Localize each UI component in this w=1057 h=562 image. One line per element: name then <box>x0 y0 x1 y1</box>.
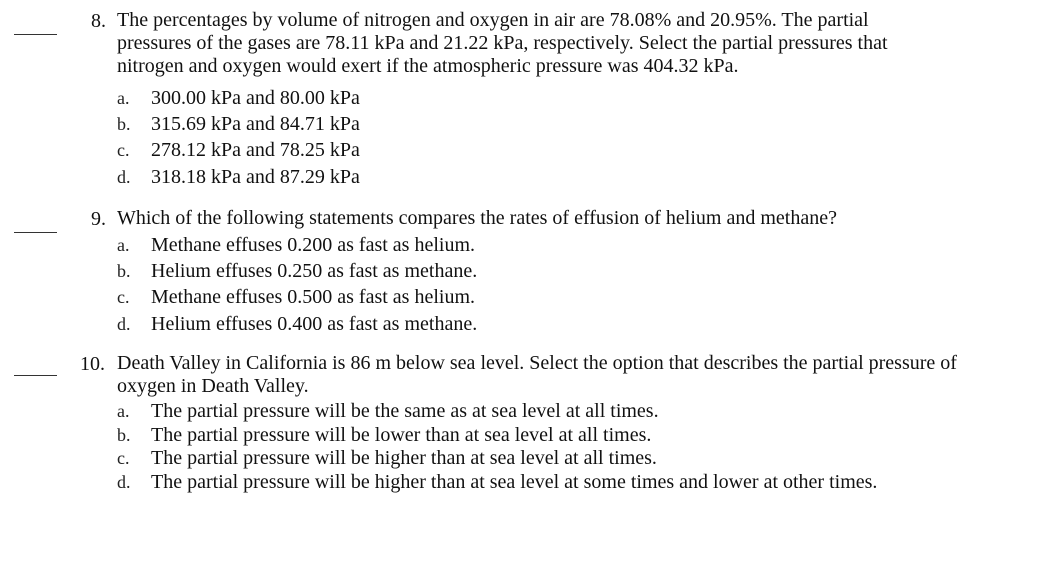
answer-blank[interactable] <box>14 34 57 35</box>
choice-letter: a. <box>117 235 130 255</box>
choice-text: 278.12 kPa and 78.25 kPa <box>151 139 360 162</box>
choice-letter: d. <box>117 313 131 334</box>
question-stem <box>117 9 888 78</box>
choice-text: Methane effuses 0.200 as fast as helium. <box>151 234 475 256</box>
choice-text: 318.18 kPa and 87.29 kPa <box>151 165 360 188</box>
stem-line: oxygen in Death Valley. <box>117 375 309 397</box>
stem-line: Death Valley in California is 86 m below sea level. Select the option that describes the partial pressure of <box>117 352 957 374</box>
choice-letter: b. <box>117 261 131 282</box>
choice-letter: c. <box>117 140 130 161</box>
stem-line: pressures of the gases are 78.11 kPa and 21.22 kPa, respectively. Select the partial pressures that <box>117 32 888 54</box>
answer-blank[interactable] <box>14 232 57 233</box>
choice-text: The partial pressure will be higher than at sea level at some times and lower at other times. <box>151 471 878 494</box>
stem-line: nitrogen and oxygen would exert if the atmospheric pressure was 404.32 kPa. <box>117 55 739 77</box>
choice-letter: d. <box>117 472 131 493</box>
choice-letter: a. <box>117 88 130 108</box>
choice-letter: b. <box>117 424 131 445</box>
choice-text: Methane effuses 0.500 as fast as helium. <box>151 286 475 309</box>
choice-text: 300.00 kPa and 80.00 kPa <box>151 87 360 109</box>
stem-line: Which of the following statements compares the rates of effusion of helium and methane? <box>117 207 837 229</box>
question-number: 10. <box>80 353 105 375</box>
choice-letter: c. <box>117 448 130 469</box>
choice-text: The partial pressure will be the same as at sea level at all times. <box>151 400 659 422</box>
stem-line: The percentages by volume of nitrogen and oxygen in air are 78.08% and 20.95%. The partial <box>117 9 869 31</box>
choice-letter: b. <box>117 114 131 135</box>
choice-text: Helium effuses 0.250 as fast as methane. <box>151 260 478 283</box>
choice-text: The partial pressure will be higher than at sea level at all times. <box>151 447 657 470</box>
answer-blank[interactable] <box>14 375 57 376</box>
choice-letter: c. <box>117 287 130 308</box>
choice-text: Helium effuses 0.400 as fast as methane. <box>151 312 478 335</box>
choice-text: 315.69 kPa and 84.71 kPa <box>151 113 360 136</box>
question-number: 9. <box>91 208 106 230</box>
question-stem <box>117 352 957 398</box>
question-stem <box>117 207 837 230</box>
choice-letter: a. <box>117 401 130 421</box>
question-number: 8. <box>91 10 106 32</box>
choice-text: The partial pressure will be lower than at sea level at all times. <box>151 423 652 446</box>
choice-letter: d. <box>117 166 131 187</box>
